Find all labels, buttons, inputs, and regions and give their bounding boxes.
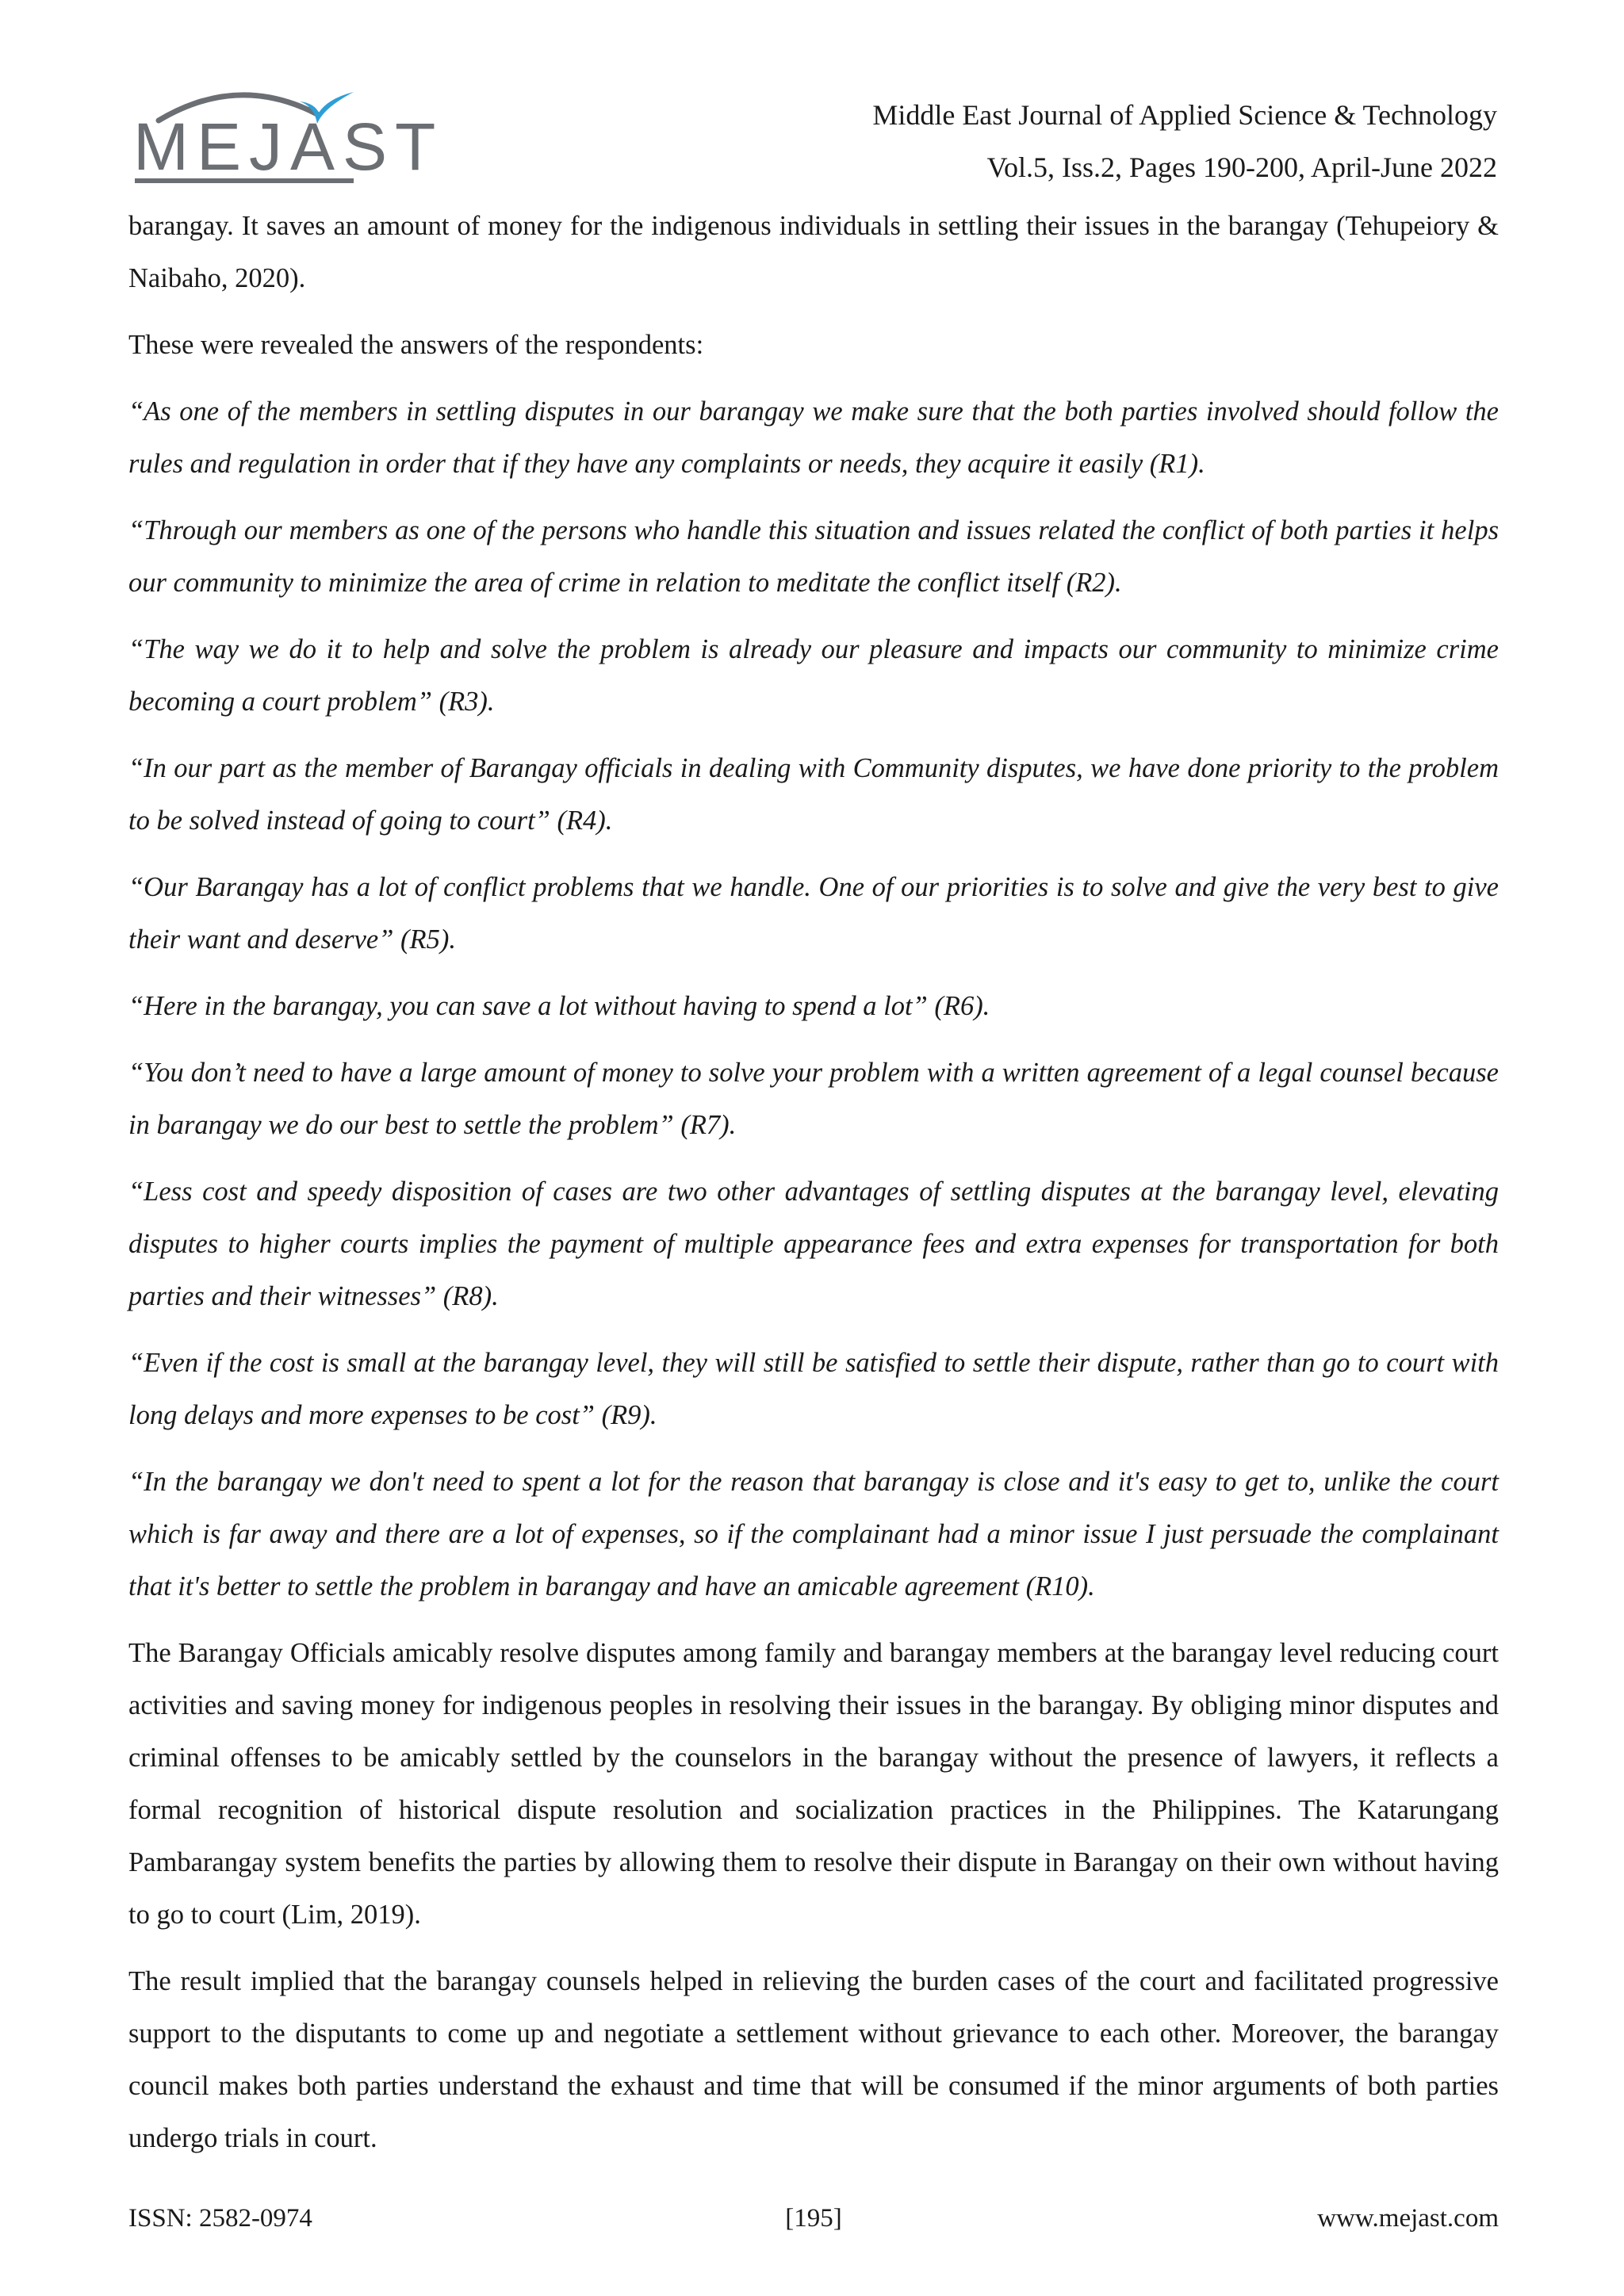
journal-name: Middle East Journal of Applied Science & Technology (872, 99, 1497, 131)
body-paragraph: barangay. It saves an amount of money for the indigenous individuals in settling their issues in the barangay (Tehupeiory & Naibaho, 2020). (128, 211, 1499, 293)
respondent-quote: “As one of the members in settling disputes in our barangay we make sure that the both parties involved should follow the rules and regulation in order that if they have any complaints or needs, they acquire it easily (R1). (128, 396, 1499, 479)
respondent-quote: “Even if the cost is small at the barangay level, they will still be satisfied to settle their dispute, rather than go to court with long delays and more expenses to be cost” (R9). (128, 1348, 1499, 1430)
issn: ISSN: 2582-0974 (128, 2204, 312, 2233)
respondent-quote: “You don’t need to have a large amount of money to solve your problem with a written agreement of a legal counsel because in barangay we do our best to settle the problem” (R7). (128, 1058, 1499, 1140)
journal-header (872, 89, 1497, 193)
page-number: [195] (785, 2204, 842, 2233)
respondent-quote: “Through our members as one of the persons who handle this situation and issues related the conflict of both parties it helps our community to minimize the area of crime in relation to meditate the conflict itself (R2). (128, 515, 1499, 598)
respondent-quote: “The way we do it to help and solve the problem is already our pleasure and impacts our community to minimize crime becoming a court problem” (R3). (128, 634, 1499, 717)
respondent-quote: “Less cost and speedy disposition of cases are two other advantages of settling disputes at the barangay level, elevating disputes to higher courts implies the payment of multiple appearance fees and extra expenses for transportation for both parties and their witnesses” (R8). (128, 1177, 1499, 1311)
body-paragraph: These were revealed the answers of the respondents: (128, 330, 704, 360)
respondent-quote: “In our part as the member of Barangay officials in dealing with Community disputes, we have done priority to the problem to be solved instead of going to court” (R4). (128, 753, 1499, 836)
article-body (128, 200, 1499, 2179)
respondent-quote: “Here in the barangay, you can save a lot without having to spend a lot” (R6). (128, 991, 990, 1021)
mejast-logo (127, 75, 444, 193)
body-paragraph: The Barangay Officials amicably resolve disputes among family and barangay members at the barangay level reducing court activities and saving money for indigenous peoples in resolving their issues in the barangay. By obliging minor disputes and criminal offenses to be amicably settled by the counselors in the barangay without the presence of lawyers, it reflects a formal recognition of historical dispute resolution and socialization practices in the Philippines. The Katarungang Pambarangay system benefits the parties by allowing them to resolve their dispute in Barangay on their own without having to go to court (Lim, 2019). (128, 1638, 1499, 1930)
respondent-quote: “Our Barangay has a lot of conflict problems that we handle. One of our priorities is to solve and give the very best to give their want and deserve” (R5). (128, 872, 1499, 955)
logo-text: MEJAST (133, 109, 444, 184)
volume-line: Vol.5, Iss.2, Pages 190-200, April-June 2022 (986, 151, 1497, 183)
page-footer (128, 2202, 1499, 2234)
website-link[interactable]: www.mejast.com (1317, 2204, 1499, 2233)
respondent-quote: “In the barangay we don't need to spent a lot for the reason that barangay is close and it's easy to get to, unlike the court which is far away and there are a lot of expenses, so if the complainant had a minor issue I just persuade the complainant that it's better to settle the problem in barangay and have an amicable agreement (R10). (128, 1467, 1499, 1601)
body-paragraph: The result implied that the barangay counsels helped in relieving the burden cases of the court and facilitated progressive support to the disputants to come up and negotiate a settlement without grievance to each other. Moreover, the barangay council makes both parties understand the exhaust and time that will be consumed if the minor arguments of both parties undergo trials in court. (128, 1966, 1499, 2153)
